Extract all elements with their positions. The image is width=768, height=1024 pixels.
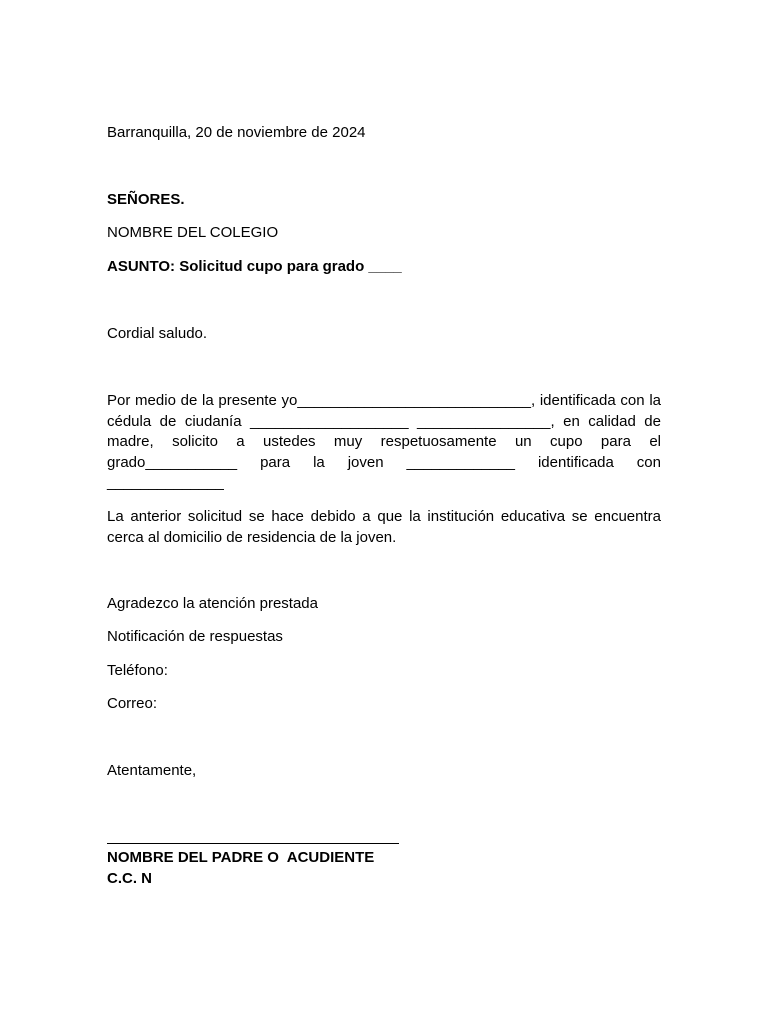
thanks-line: Agradezco la atención prestada: [107, 595, 318, 612]
recipient-title: SEÑORES.: [107, 191, 185, 208]
body-paragraph-2: [107, 507, 661, 548]
subject-line: ASUNTO: Solicitud cupo para grado ____: [107, 258, 402, 275]
closing: Atentamente,: [107, 762, 197, 779]
greeting: Cordial saludo.: [107, 325, 208, 342]
paragraph-line: Por medio de la presente yo____________________________, identificada con la: [107, 392, 661, 409]
email-label: Correo:: [107, 695, 158, 712]
paragraph-line: La anterior solicitud se hace debido a que la institución educativa se encuentra: [107, 508, 661, 525]
signature-line: [107, 843, 399, 844]
signature-id: C.C. N: [107, 870, 152, 887]
paragraph-line: cerca al domicilio de residencia de la joven.: [107, 528, 397, 546]
paragraph-line: grado___________ para la joven _____________ identificada con: [107, 453, 661, 471]
place-date: Barranquilla, 20 de noviembre de 2024: [107, 124, 366, 141]
paragraph-line: cédula de ciudanía ___________________ ________________, en calidad de: [107, 412, 661, 430]
notification-label: Notificación de respuestas: [107, 628, 283, 645]
recipient-school: NOMBRE DEL COLEGIO: [107, 224, 279, 241]
signature-name: NOMBRE DEL PADRE O ACUDIENTE: [107, 849, 375, 866]
paragraph-line: ______________: [107, 474, 224, 491]
body-paragraph-1: [107, 391, 661, 494]
phone-label: Teléfono:: [107, 662, 168, 679]
paragraph-line: madre, solicito a ustedes muy respetuosamente un cupo para el: [107, 433, 661, 450]
